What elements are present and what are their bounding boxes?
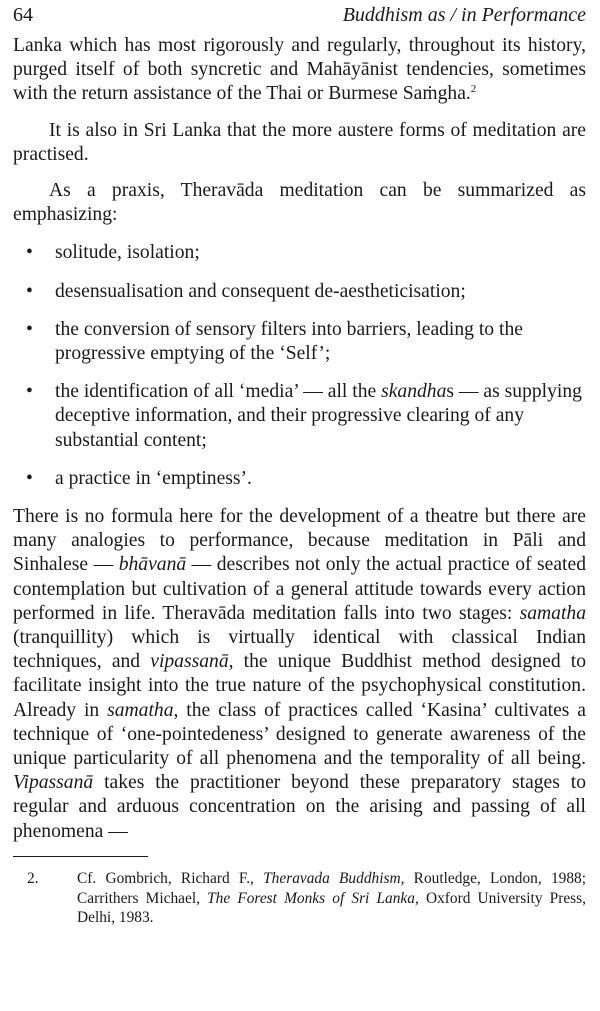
- italic-term: Vipassanā: [13, 772, 94, 794]
- italic-term: bhāvanā: [118, 554, 187, 576]
- list-item-text: a practice in ‘emptiness’.: [55, 467, 252, 489]
- list-item: [26, 318, 586, 366]
- paragraph-2: It is also in Sri Lanka that the more austere forms of meditation are practised.: [13, 119, 586, 165]
- list-item-text: solitude, isolation;: [55, 242, 200, 264]
- bullet-marker: •: [26, 381, 33, 403]
- bullet-marker: •: [26, 242, 33, 264]
- footnote-number: 2.: [27, 869, 39, 887]
- footnote-reference: 2: [470, 83, 477, 96]
- list-item: [26, 467, 586, 491]
- footnote-text: [77, 869, 586, 928]
- main-paragraph: [13, 505, 586, 844]
- bullet-marker: •: [26, 280, 33, 302]
- page-number: 64: [13, 4, 33, 26]
- italic-title: Theravada Buddhism,: [263, 869, 405, 887]
- italic-term: vipassanā: [150, 651, 229, 673]
- list-item-text: the identification of all ‘media’ — all the: [55, 381, 382, 403]
- footnote-divider: [13, 856, 148, 857]
- italic-term: samatha: [519, 602, 586, 624]
- list-item-text: s — as supplying deceptive information, and their progressive clearing of any substantial content;: [55, 381, 582, 451]
- list-item: [26, 241, 586, 265]
- text-run: Cf. Gombrich, Richard F.,: [77, 869, 264, 887]
- running-title: Buddhism as / in Performance: [342, 4, 586, 26]
- page-header: [13, 4, 586, 34]
- footnote: [13, 869, 586, 928]
- list-item-text: desensualisation and consequent de-aestheticisation;: [55, 280, 466, 302]
- text-run: takes the practitioner beyond these preparatory stages to regular and arduous concentration on the arising and passing of all phenomena —: [13, 772, 586, 842]
- bullet-marker: •: [26, 318, 33, 340]
- text-run: , the unique Buddhist method designed to facilitate insight into the true nature of the psychophysical constitution. Already in: [13, 651, 586, 721]
- text-run: (tranquillity) which is virtually identical with classical Indian techniques, and: [13, 627, 586, 673]
- paragraph-1-text: Lanka which has most rigorously and regularly, throughout its history, purged itself of both syncretic and Mahāyānist tendencies, sometimes with the return assistance of the Thai or Burmese Saṁgha.: [13, 35, 586, 105]
- list-item: [26, 280, 586, 304]
- text-run: , the class of practices called ‘Kasina’ cultivates a technique of ‘one-pointedeness’ designed to generate awareness of the unique particularity of all phenomena and the temporality of all being.: [13, 699, 586, 770]
- list-item-text: the conversion of sensory filters into barriers, leading to the progressive emptying of the ‘Self’;: [55, 318, 523, 365]
- paragraph-3: As a praxis, Theravāda meditation can be summarized as emphasizing:: [13, 180, 586, 226]
- text-run: — describes not only the actual practice of seated contemplation but cultivation of a general attitude towards every action performed in life. Theravāda meditation falls into two stages:: [13, 554, 586, 624]
- bullet-list: [13, 241, 586, 491]
- italic-term: skandha: [381, 381, 447, 403]
- paragraph-1: [13, 34, 586, 107]
- text-run: Oxford University Press, Delhi, 1983.: [77, 889, 587, 927]
- list-item: [26, 380, 586, 453]
- text-run: There is no formula here for the development of a theatre but there are many analogies to performance, because meditation in Pāli and Sinhalese —: [13, 506, 586, 576]
- bullet-marker: •: [26, 467, 33, 489]
- italic-title: The Forest Monks of Sri Lanka,: [207, 889, 419, 907]
- italic-term: samatha: [107, 699, 174, 721]
- text-run: Routledge, London, 1988; Carrithers Michael,: [77, 869, 587, 907]
